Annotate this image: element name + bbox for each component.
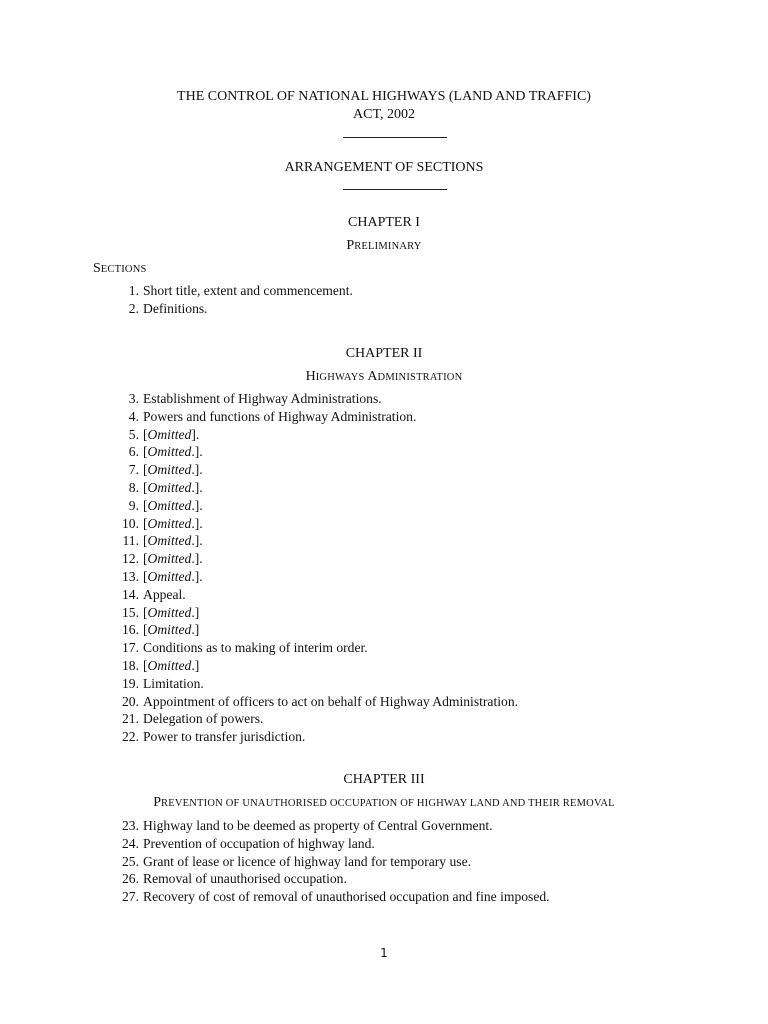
- list-item: 1. Short title, extent and commencement.: [128, 283, 353, 298]
- arrangement-heading: ARRANGEMENT OF SECTIONS: [284, 160, 484, 175]
- chapter-2-subtitle: HIGHWAYS ADMINISTRATION: [305, 369, 463, 384]
- list-item: 12. [Omitted.].: [122, 551, 203, 567]
- list-item: 3. Establishment of Highway Administrations.: [128, 391, 382, 406]
- page-number: 1: [380, 946, 388, 960]
- list-item: 15. [Omitted.]: [122, 604, 200, 620]
- list-item: 2. Definitions.: [128, 300, 208, 316]
- list-item: 14. Appeal.: [122, 586, 186, 602]
- list-item: 13. [Omitted.].: [122, 568, 203, 584]
- list-item: 20. Appointment of officers to act on behalf of Highway Administration.: [122, 693, 519, 709]
- list-item: 9. [Omitted.].: [128, 497, 203, 513]
- list-item: 24. Prevention of occupation of highway land.: [122, 835, 375, 851]
- chapter-2-section-list: [110, 390, 518, 746]
- act-title-line2: ACT, 2002: [353, 107, 415, 122]
- chapter-1-section-list: [110, 282, 353, 318]
- list-item: 6. [Omitted.].: [128, 444, 203, 460]
- chapter-3-heading: CHAPTER III: [343, 772, 425, 787]
- list-item: 4. Powers and functions of Highway Administration.: [128, 408, 417, 424]
- list-item: 5. [Omitted].: [128, 426, 200, 442]
- list-item: 27. Recovery of cost of removal of unauthorised occupation and fine imposed.: [122, 889, 550, 905]
- list-item: 21. Delegation of powers.: [122, 711, 264, 727]
- sections-label: SECTIONS: [93, 261, 147, 276]
- arrangement-divider: [343, 189, 447, 190]
- list-item: 19. Limitation.: [122, 675, 204, 691]
- list-item: 22. Power to transfer jurisdiction.: [122, 729, 306, 745]
- list-item: 18. [Omitted.]: [122, 657, 200, 673]
- chapter-1-heading: CHAPTER I: [348, 215, 420, 230]
- list-item: 26. Removal of unauthorised occupation.: [122, 871, 347, 887]
- list-item: 11. [Omitted.].: [122, 533, 203, 549]
- list-item: 17. Conditions as to making of interim order.: [122, 640, 368, 656]
- list-item: 25. Grant of lease or licence of highway land for temporary use.: [122, 853, 472, 869]
- title-divider: [343, 137, 447, 138]
- chapter-3-subtitle: PREVENTION OF UNAUTHORISED OCCUPATION OF HIGHWAY LAND AND THEIR REMOVAL: [153, 795, 615, 810]
- list-item: 16. [Omitted.]: [122, 622, 200, 638]
- list-item: 8. [Omitted.].: [128, 479, 203, 495]
- list-item: 7. [Omitted.].: [128, 462, 203, 478]
- list-item: 23. Highway land to be deemed as property of Central Government.: [122, 818, 493, 833]
- list-item: 10. [Omitted.].: [122, 515, 203, 531]
- chapter-1-subtitle: PRELIMINARY: [346, 238, 422, 253]
- act-title-line1: THE CONTROL OF NATIONAL HIGHWAYS (LAND AND TRAFFIC): [177, 89, 591, 104]
- chapter-3-section-list: [110, 817, 550, 906]
- chapter-2-heading: CHAPTER II: [345, 346, 423, 361]
